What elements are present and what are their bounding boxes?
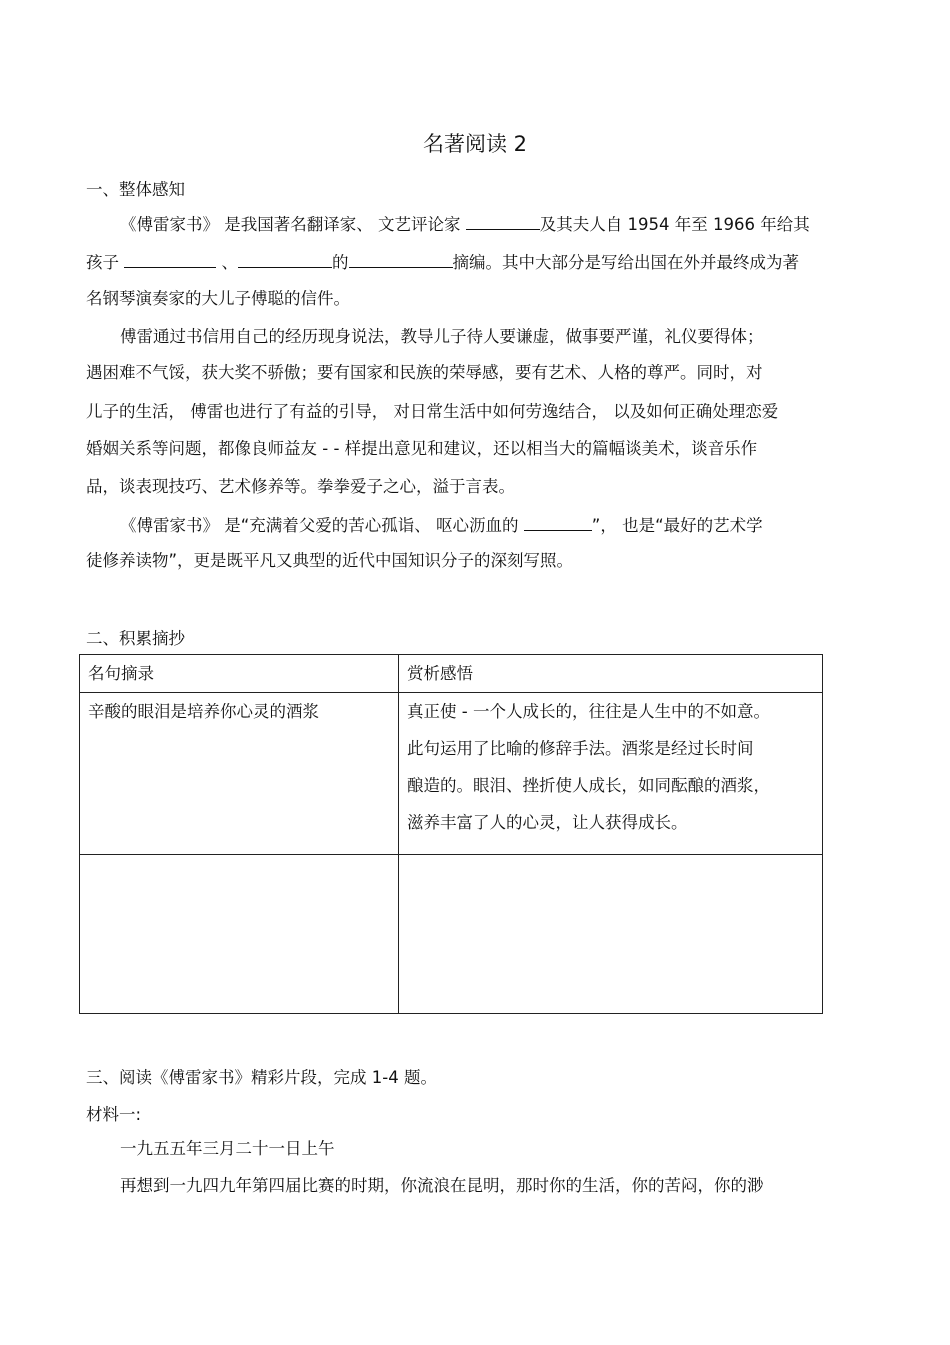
section1-heading: 一、整体感知 <box>86 180 185 199</box>
fill-blank-child2[interactable] <box>238 251 332 268</box>
material-label: 材料一: <box>86 1105 142 1124</box>
paragraph2-line5: 品，谈表现技巧、艺术修养等。拳拳爱子之心，溢于言表。 <box>86 477 515 496</box>
paragraph1-line2 <box>86 251 799 273</box>
analysis-cell-empty[interactable] <box>399 855 823 1014</box>
paragraph3-line1 <box>120 514 763 536</box>
text: 的 <box>332 253 349 272</box>
fill-blank-content[interactable] <box>349 251 453 268</box>
analysis-line: 此句运用了比喻的修辞手法。酒浆是经过长时间 <box>407 739 754 758</box>
analysis-line: 滋养丰富了人的心灵，让人获得成长。 <box>407 813 688 832</box>
table-row-empty <box>80 855 823 1014</box>
letter-line1: 再想到一九四九年第四届比赛的时期，你流浪在昆明，那时你的生活，你的苦闷，你的渺 <box>120 1176 764 1195</box>
analysis-line: 真正使 - 一个人成长的，往往是人生中的不如意。 <box>407 702 770 721</box>
letter-date: 一九五五年三月二十一日上午 <box>120 1139 335 1158</box>
page-title: 名著阅读 2 <box>422 132 528 156</box>
fill-blank-work[interactable] <box>524 514 592 531</box>
paragraph1-line3: 名钢琴演奏家的大儿子傅聪的信件。 <box>86 289 350 308</box>
header-quote: 名句摘录 <box>80 655 399 693</box>
text: 、 <box>221 253 238 272</box>
section2-heading: 二、积累摘抄 <box>86 629 185 648</box>
analysis-line: 酿造的。眼泪、挫折使人成长，如同酝酿的酒浆， <box>407 776 770 795</box>
paragraph2-line3: 儿子的生活， 傅雷也进行了有益的引导， 对日常生活中如何劳逸结合， 以及如何正确处理恋爱 <box>86 402 779 421</box>
fill-blank-child1[interactable] <box>124 251 216 268</box>
table-header-row <box>80 655 823 693</box>
excerpt-table <box>79 654 823 1014</box>
quote-text: 辛酸的眼泪是培养你心灵的酒浆 <box>88 702 319 721</box>
table-row <box>80 693 823 855</box>
text: 《傅雷家书》 是“充满着父爱的苦心孤诣、 呕心沥血的 <box>120 516 519 535</box>
paragraph2-line1: 傅雷通过书信用自己的经历现身说法，教导儿子待人要谦虚，做事要严谨，礼仪要得体； <box>120 327 764 346</box>
paragraph3-line2: 徒修养读物”，更是既平凡又典型的近代中国知识分子的深刻写照。 <box>86 551 574 570</box>
text: 及其夫人自 1954 年至 1966 年给其 <box>539 215 810 234</box>
paragraph2-line4: 婚姻关系等问题，都像良师益友 - - 样提出意见和建议，还以相当大的篇幅谈美术，谈音乐作 <box>86 439 758 458</box>
analysis-cell <box>399 693 823 855</box>
section3-heading: 三、阅读《傅雷家书》精彩片段，完成 1-4 题。 <box>86 1068 437 1087</box>
text: 孩子 <box>86 253 119 272</box>
header-analysis: 赏析感悟 <box>399 655 823 693</box>
paragraph1-line1 <box>120 213 810 235</box>
quote-cell-empty[interactable] <box>80 855 399 1014</box>
fill-blank-translator[interactable] <box>466 213 540 230</box>
quote-cell <box>80 693 399 855</box>
text: 《傅雷家书》 是我国著名翻译家、 文艺评论家 <box>120 215 461 234</box>
paragraph2-line2: 遇困难不气馁，获大奖不骄傲；要有国家和民族的荣辱感，要有艺术、人格的尊严。同时，对 <box>86 363 763 382</box>
text: ”， 也是“最好的艺术学 <box>591 516 763 535</box>
text: 摘编。其中大部分是写给出国在外并最终成为著 <box>452 253 799 272</box>
